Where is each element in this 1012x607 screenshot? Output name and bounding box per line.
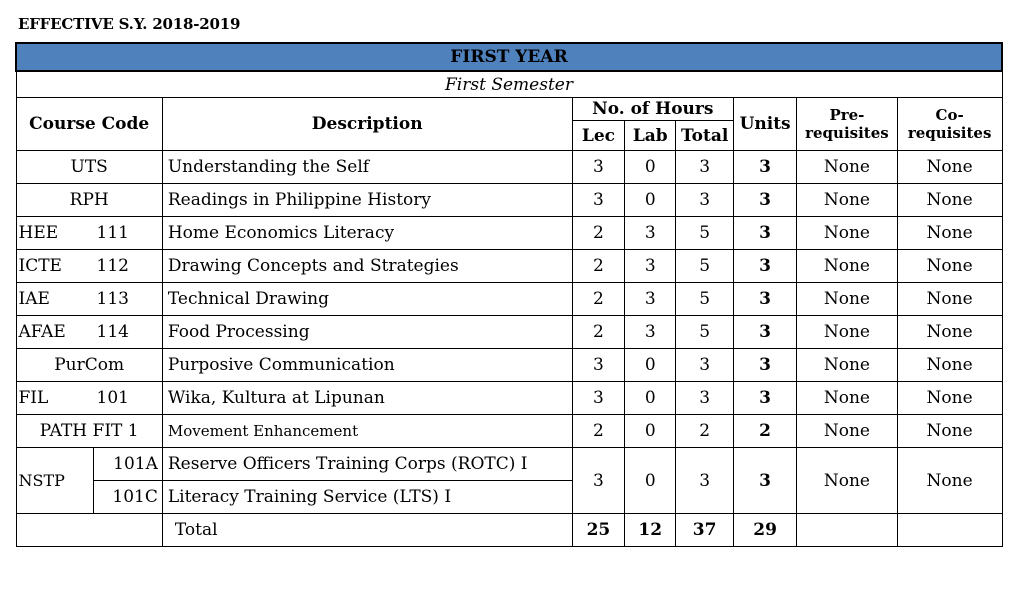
lec-hours: 2 [572,283,625,316]
total-units: 29 [734,514,797,547]
semester-header-row [16,71,1002,98]
prerequisite-value: None [797,151,898,184]
course-code-prefix: HEE [18,223,59,243]
table-row-nstp [16,448,1002,481]
nstp-option-description: Reserve Officers Training Corps (ROTC) I [162,448,572,481]
course-description: Readings in Philippine History [162,184,572,217]
lab-hours: 0 [625,448,676,514]
lec-hours: 2 [572,415,625,448]
prerequisites-header [797,98,898,151]
course-code-number: 113 [96,289,129,309]
description-header: Description [162,98,572,151]
course-code: RPH [16,184,162,217]
course-code-prefix: ICTE [18,256,62,276]
total-hours: 5 [676,217,734,250]
totals-label: Total [162,514,572,547]
total-hours: 3 [676,448,734,514]
nstp-option-description: Literacy Training Service (LTS) I [162,481,572,514]
table-row [16,382,1002,415]
prerequisite-value: None [797,382,898,415]
course-description: Understanding the Self [162,151,572,184]
lab-hours: 0 [625,382,676,415]
curriculum-table [15,42,1003,547]
total-hours-sum: 37 [676,514,734,547]
units-value: 3 [734,349,797,382]
lec-hours: 3 [572,382,625,415]
lab-hours: 3 [625,250,676,283]
prerequisite-value: None [797,316,898,349]
units-value: 3 [734,151,797,184]
prerequisite-value: None [797,349,898,382]
nstp-option-number: 101A [93,448,162,481]
course-description: Wika, Kultura at Lipunan [162,382,572,415]
course-code: PATH FIT 1 [16,415,162,448]
corequisite-value: None [897,415,1002,448]
corequisites-header-line1: Co- [935,106,964,124]
course-description: Food Processing [162,316,572,349]
total-header: Total [676,121,734,151]
corequisite-value: None [897,184,1002,217]
lec-hours: 3 [572,151,625,184]
course-code: UTS [16,151,162,184]
units-value: 3 [734,316,797,349]
lab-hours: 0 [625,415,676,448]
course-description: Movement Enhancement [162,415,572,448]
hours-group-header: No. of Hours [572,98,734,121]
total-hours: 5 [676,283,734,316]
lec-hours: 3 [572,184,625,217]
course-code-number: 101 [96,388,129,408]
corequisite-value: None [897,316,1002,349]
course-description: Technical Drawing [162,283,572,316]
course-code-prefix: FIL [18,388,49,408]
total-hours: 3 [676,184,734,217]
corequisite-value: None [897,349,1002,382]
lec-header: Lec [572,121,625,151]
lab-hours: 0 [625,349,676,382]
lec-hours: 3 [572,448,625,514]
lec-hours: 3 [572,349,625,382]
units-value: 3 [734,448,797,514]
table-row [16,415,1002,448]
table-row [16,250,1002,283]
lab-hours: 0 [625,184,676,217]
prerequisite-value: None [797,217,898,250]
total-hours: 3 [676,382,734,415]
semester-title: First Semester [16,71,1002,98]
lec-hours: 2 [572,217,625,250]
total-hours: 3 [676,151,734,184]
totals-blank [16,514,162,547]
table-row [16,217,1002,250]
lab-hours: 0 [625,151,676,184]
course-code [16,217,162,250]
units-value: 2 [734,415,797,448]
corequisites-header [897,98,1002,151]
prerequisite-value: None [797,415,898,448]
corequisite-value: None [897,448,1002,514]
prerequisite-value: None [797,184,898,217]
course-code [16,250,162,283]
corequisites-header-line2: requisites [907,124,992,142]
total-lec: 25 [572,514,625,547]
corequisite-value: None [897,283,1002,316]
course-description: Home Economics Literacy [162,217,572,250]
table-row [16,184,1002,217]
nstp-option-number: 101C [93,481,162,514]
course-code [16,283,162,316]
table-row [16,316,1002,349]
units-header: Units [734,98,797,151]
course-code [16,316,162,349]
lec-hours: 2 [572,250,625,283]
total-hours: 5 [676,250,734,283]
course-code-number: 112 [96,256,129,276]
year-title: FIRST YEAR [16,43,1002,71]
course-description: Drawing Concepts and Strategies [162,250,572,283]
table-row [16,283,1002,316]
course-code-header: Course Code [16,98,162,151]
corequisite-value: None [897,217,1002,250]
totals-blank-pre [797,514,898,547]
lab-header: Lab [625,121,676,151]
course-code-prefix: AFAE [18,322,66,342]
units-value: 3 [734,382,797,415]
total-hours: 3 [676,349,734,382]
course-description: Purposive Communication [162,349,572,382]
course-code [16,382,162,415]
units-value: 3 [734,184,797,217]
corequisite-value: None [897,382,1002,415]
totals-blank-co [897,514,1002,547]
course-code-number: 114 [96,322,129,342]
units-value: 3 [734,283,797,316]
course-code-number: 111 [96,223,129,243]
lec-hours: 2 [572,316,625,349]
total-lab: 12 [625,514,676,547]
prerequisites-header-line2: requisites [805,124,889,142]
lab-hours: 3 [625,316,676,349]
units-value: 3 [734,250,797,283]
effective-year-label: EFFECTIVE S.Y. 2018-2019 [18,15,241,33]
total-hours: 2 [676,415,734,448]
prerequisite-value: None [797,448,898,514]
table-row [16,151,1002,184]
units-value: 3 [734,217,797,250]
prerequisite-value: None [797,250,898,283]
corequisite-value: None [897,250,1002,283]
totals-row [16,514,1002,547]
course-code: PurCom [16,349,162,382]
column-header-row [16,98,1002,121]
year-header-row [16,43,1002,71]
corequisite-value: None [897,151,1002,184]
course-code-prefix: IAE [18,289,50,309]
prerequisites-header-line1: Pre- [829,106,865,124]
prerequisite-value: None [797,283,898,316]
table-row [16,349,1002,382]
nstp-code: NSTP [16,448,93,514]
lab-hours: 3 [625,217,676,250]
lab-hours: 3 [625,283,676,316]
total-hours: 5 [676,316,734,349]
